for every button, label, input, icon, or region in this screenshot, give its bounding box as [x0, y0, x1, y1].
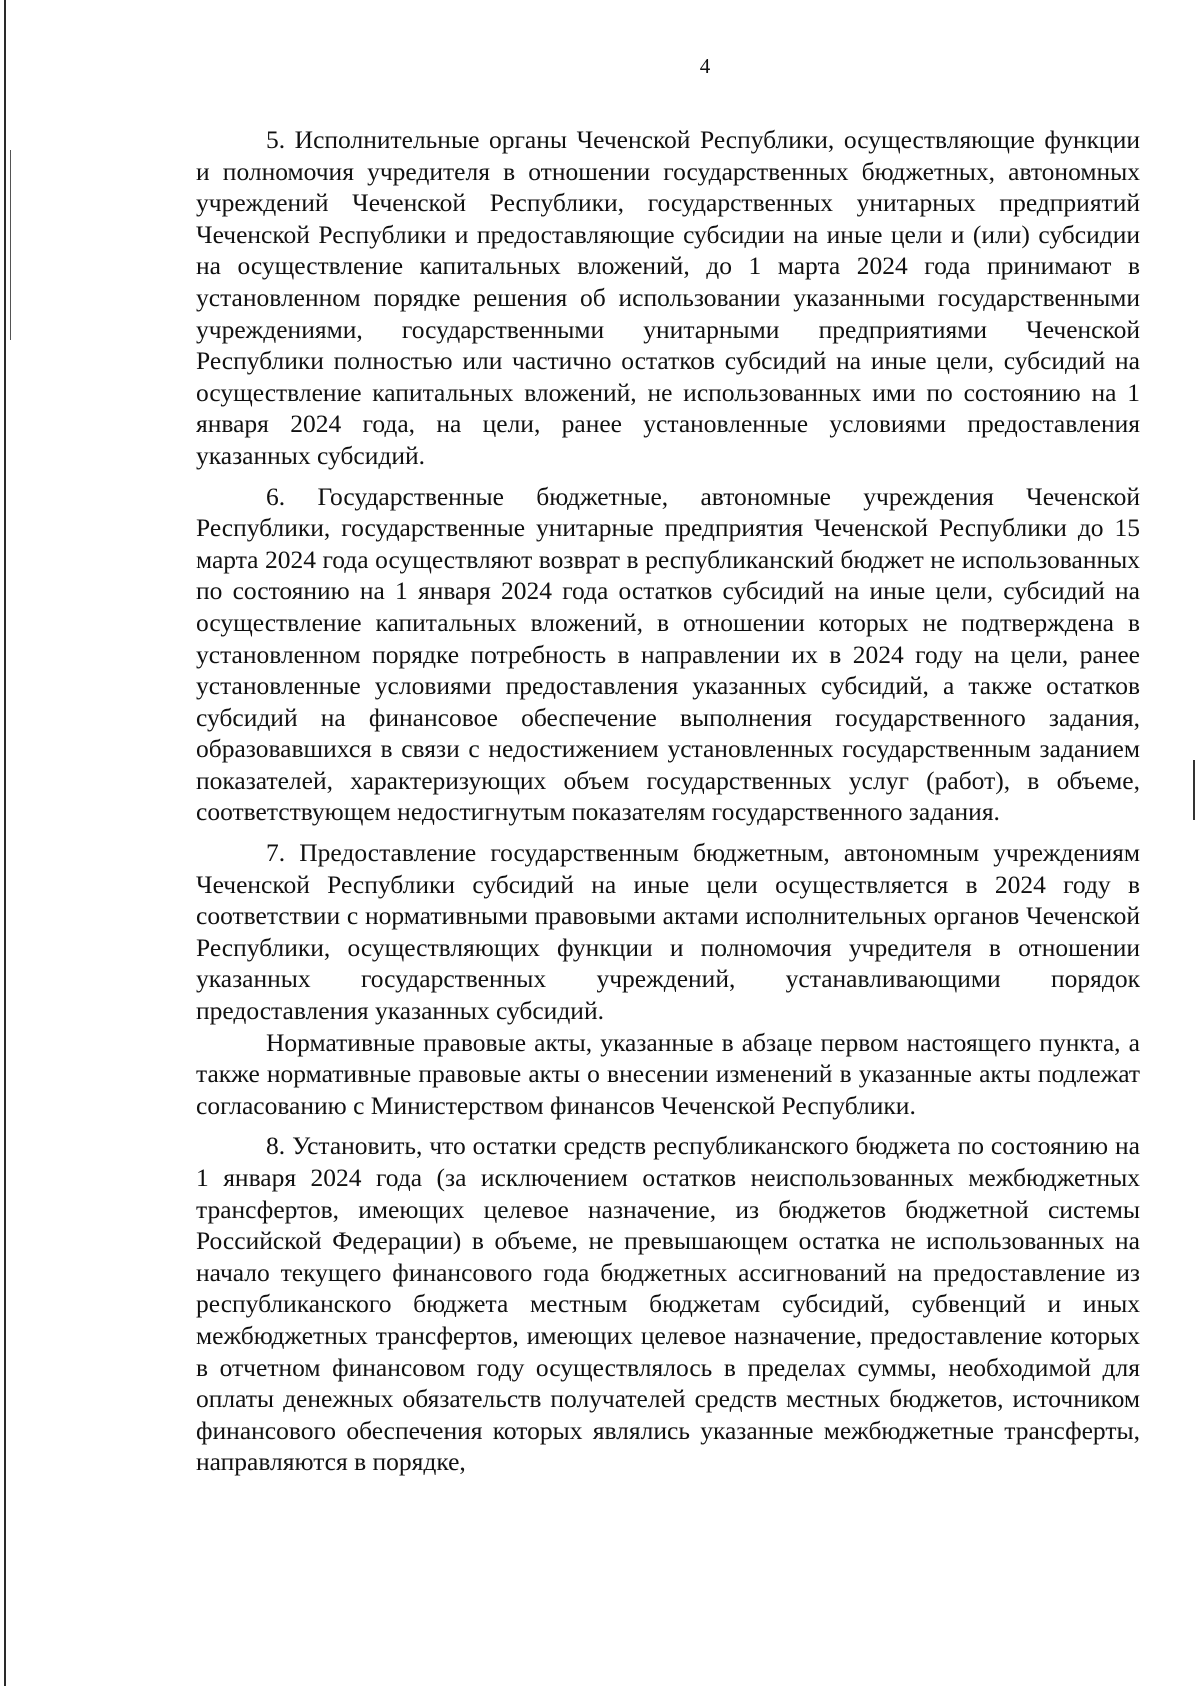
scan-artifact-line: [1193, 760, 1195, 820]
paragraph-item-7: 7. Предоставление государственным бюджетным, автономным учреждениям Чеченской Республики субсидий на иные цели осуществляется в 2024 году в соответствии с нормативными правовыми актами исполнительных органов Чеченской Республики, осуществляющих функции и полномочия учредителя в отношении указанных государственных учреждений, устанавливающими порядок предоставления указанных субсидий.: [196, 838, 1140, 1026]
paragraph-item-8: 8. Установить, что остатки средств республиканского бюджета по состоянию на 1 января 2024 года (за исключением остатков неиспользованных межбюджетных трансфертов, имеющих целевое назначение, из бюджетов бюджетной системы Российской Федерации) в объеме, не превышающем остатка не использованных на начало текущего финансового года бюджетных ассигнований на предоставление из республиканского бюджета местным бюджетам субсидий, субвенций и иных межбюджетных трансфертов, имеющих целевое назначение, предоставление которых в отчетном финансовом году осуществлялось в пределах суммы, необходимой для оплаты денежных обязательств получателей средств местных бюджетов, источником финансового обеспечения которых являлись указанные межбюджетные трансферты, направляются в порядке,: [196, 1131, 1140, 1477]
document-body: [196, 124, 1140, 1478]
paragraph-item-5: 5. Исполнительные органы Чеченской Республики, осуществляющие функции и полномочия учредителя в отношении государственных бюджетных, автономных учреждений Чеченской Республики, государственных унитарных предприятий Чеченской Республики и предоставляющие субсидии на иные цели и (или) субсидии на осуществление капитальных вложений, до 1 марта 2024 года принимают в установленном порядке решения об использовании указанными государственными учреждениями, государственными унитарными предприятиями Чеченской Республики полностью или частично остатков субсидий на иные цели, субсидий на осуществление капитальных вложений, не использованных ими по состоянию на 1 января 2024 года, на цели, ранее установленные условиями предоставления указанных субсидий.: [196, 125, 1140, 470]
scan-edge-line: [4, 0, 6, 1686]
paragraph-item-7-continuation: Нормативные правовые акты, указанные в абзаце первом настоящего пункта, а также нормативные правовые акты о внесении изменений в указанные акты подлежат согласованию с Министерством финансов Чеченской Республики.: [196, 1027, 1140, 1120]
paragraph-item-6: 6. Государственные бюджетные, автономные учреждения Чеченской Республики, государственные унитарные предприятия Чеченской Республики до 15 марта 2024 года осуществляют возврат в республиканский бюджет не использованных по состоянию на 1 января 2024 года остатков субсидий на иные цели, субсидий на осуществление капитальных вложений, в отношении которых не подтверждена в установленном порядке потребность в направлении их в 2024 году на цели, ранее установленные условиями предоставления указанных субсидий, а также остатков субсидий на финансовое обеспечение выполнения государственного задания, образовавшихся в связи с недостижением установленных государственным заданием показателей, характеризующих объем государственных услуг (работ), в объеме, соответствующем недостигнутым показателям государственного задания.: [196, 481, 1140, 827]
page-number: 4: [699, 54, 711, 78]
scan-edge-line: [10, 150, 11, 340]
